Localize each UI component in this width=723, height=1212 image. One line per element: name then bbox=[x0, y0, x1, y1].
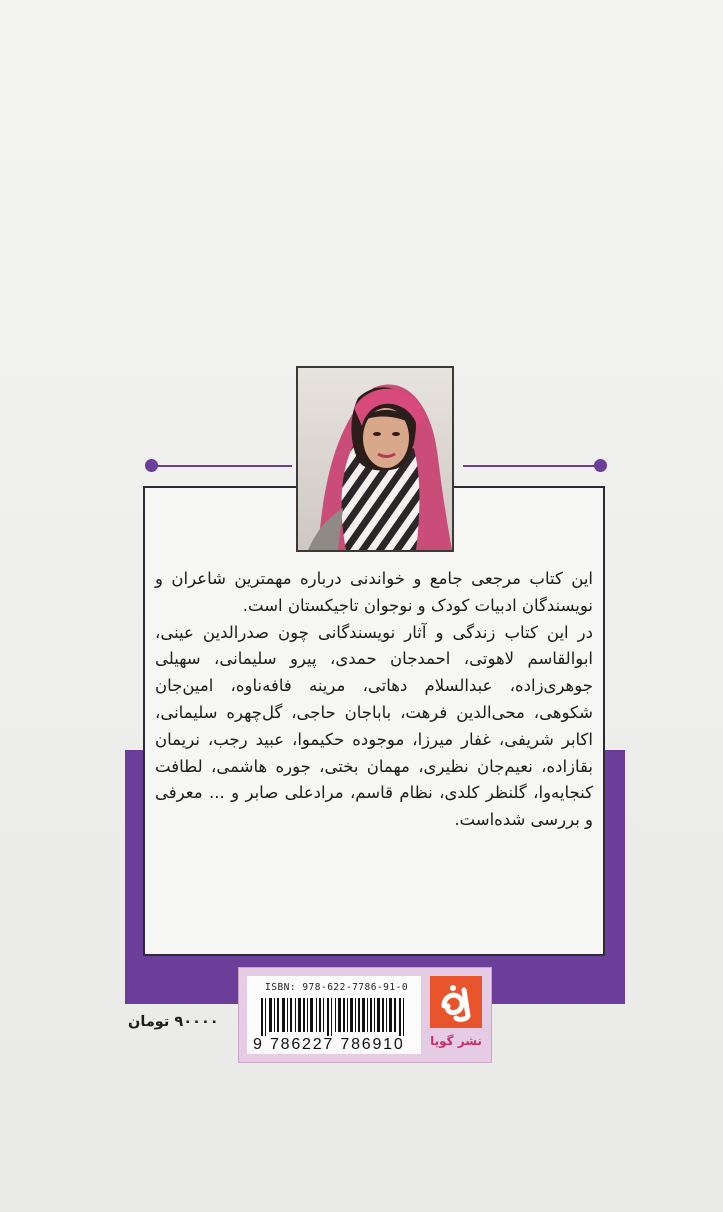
barcode-digits: 9 786227 786910 bbox=[253, 1036, 405, 1053]
book-description bbox=[155, 566, 593, 834]
decorative-line-left bbox=[152, 465, 292, 467]
price-label: ۹۰۰۰۰ تومان bbox=[128, 1014, 219, 1030]
goya-logo-icon bbox=[430, 976, 482, 1028]
description-paragraph-2: در این کتاب زندگی و آثار نویسندگانی چون صدرالدین عینی، ابوالقاسم لاهوتی، احمدجان حمدی، پیرو سلیمانی، سهیلی جوهری‌زاده، عبدالسلام دهاتی، مرینه فافه‌ناوه، امین‌جان شکوهی، محی‌الدین فرهت، باباجان حاجی، گل‌چهره سلیمانی، اکابر شریفی، غفار میرزا، موجوده حکیموا، عبید رجب، نریمان بقازاده، نعیم‌جان نظیری، مهمان بختی، جوره هاشمی، لطافت کنجایه‌وا، گلنظر کلدی، نظام قاسم، مرادعلی صابر و ... معرفی و بررسی شده‌است. bbox=[155, 622, 593, 830]
decorative-line-right bbox=[463, 465, 599, 467]
decorative-dot-right bbox=[594, 459, 607, 472]
publisher-name: نشر گویا bbox=[430, 1034, 482, 1048]
barcode-area bbox=[238, 967, 492, 1063]
description-paragraph-1: این کتاب مرجعی جامع و خواندنی درباره مهمترین شاعران و نویسندگان ادبیات کودک و نوجوان تاجیکستان است. bbox=[155, 569, 593, 615]
barcode-label bbox=[247, 976, 421, 1054]
barcode-bars bbox=[261, 998, 411, 1036]
isbn-text: ISBN: 978-622-7786-91-0 bbox=[265, 982, 409, 993]
decorative-dot-left bbox=[145, 459, 158, 472]
author-photo bbox=[296, 366, 454, 552]
